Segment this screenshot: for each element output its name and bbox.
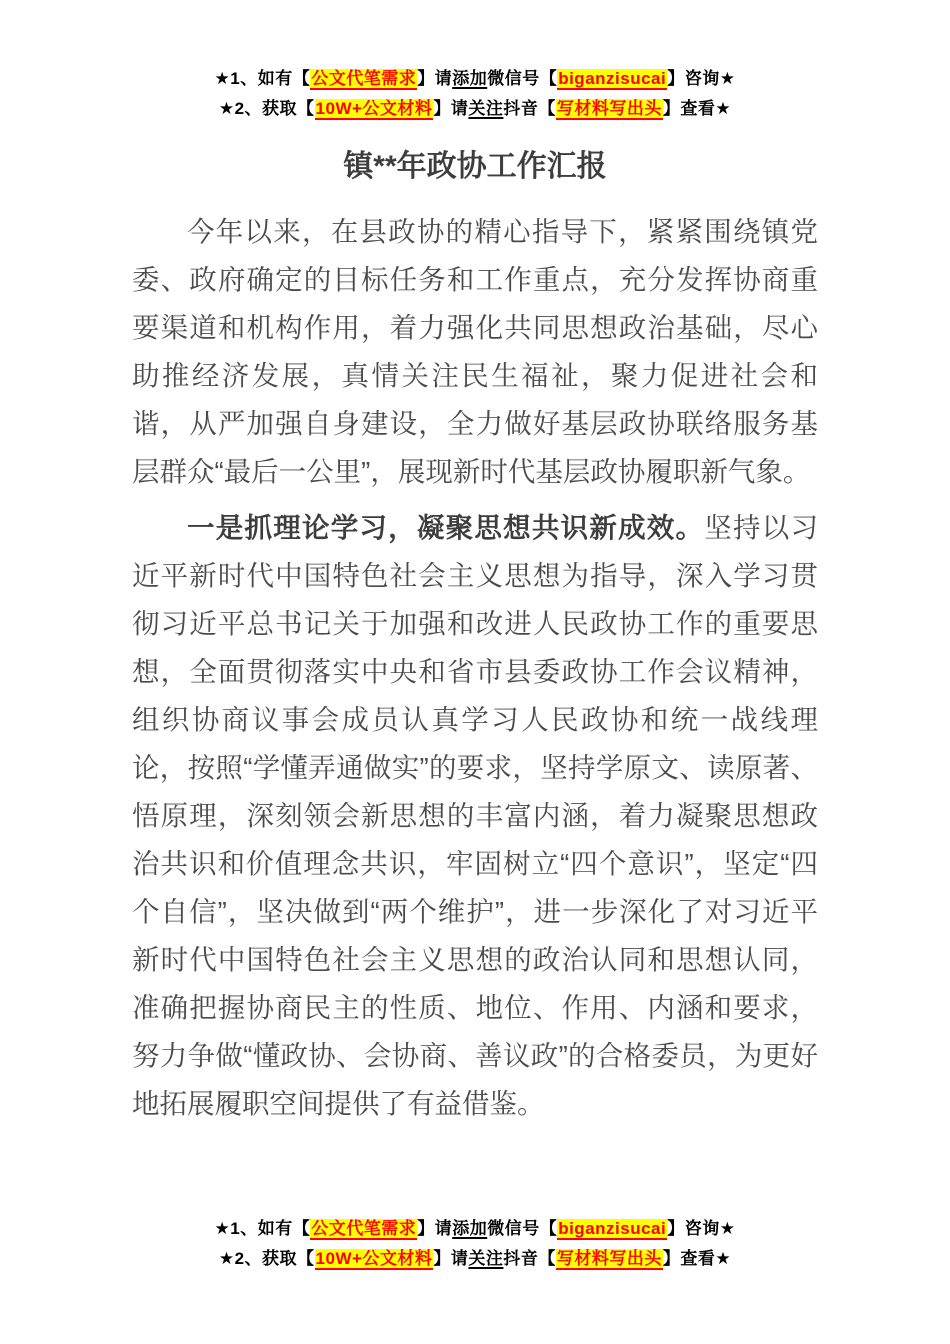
promo-text: 】请 xyxy=(417,1219,453,1238)
paragraph-text: 今年以来，在县政协的精心指导下，紧紧围绕镇党委、政府确定的目标任务和工作重点，充分发挥协商重要渠道和机构作用，着力强化共同思想政治基础，尽心助推经济发展，真情关注民生福祉，聚力促进社会和谐，从严加强自身建设，全力做好基层政协联络服务基层群众“最后一公里”，展现新时代基层政协履职新气象。 xyxy=(132,216,818,487)
promo-text: 】咨询★ xyxy=(667,69,736,88)
paragraph-bold-lead: 一是抓理论学习，凝聚思想共识新成效。 xyxy=(187,512,705,543)
promo-text: ★1、如有【 xyxy=(214,1219,311,1238)
promo-highlight-service: 公文代笔需求 xyxy=(311,1219,417,1238)
promo-banner-top xyxy=(0,64,950,124)
promo-text: 】请 xyxy=(433,99,469,118)
promo-highlight-materials: 10W+公文材料 xyxy=(315,1249,433,1268)
promo-highlight-materials: 10W+公文材料 xyxy=(315,99,433,118)
promo-text: ★2、获取【 xyxy=(218,1249,315,1268)
promo-highlight-service: 公文代笔需求 xyxy=(311,69,417,88)
promo-underlined-action: 关注 xyxy=(468,99,504,118)
promo-line-1 xyxy=(0,1214,950,1244)
promo-text: ★1、如有【 xyxy=(214,69,311,88)
promo-text: 】请 xyxy=(417,69,453,88)
promo-underlined-action: 添加 xyxy=(452,69,488,88)
promo-underlined-action: 添加 xyxy=(452,1219,488,1238)
promo-highlight-wechat-id: biganzisucai xyxy=(558,1219,667,1238)
promo-text: 】查看★ xyxy=(662,99,732,118)
paragraph-text: 坚持以习近平新时代中国特色社会主义思想为指导，深入学习贯彻习近平总书记关于加强和改进人民政协工作的重要思想，全面贯彻落实中央和省市县委政协工作会议精神，组织协商议事会成员认真学习人民政协和统一战线理论，按照“学懂弄通做实”的要求，坚持学原文、读原著、悟原理，深刻领会新思想的丰富内涵，着力凝聚思想政治共识和价值理念共识，牢固树立“四个意识”，坚定“四个自信”，坚决做到“两个维护”，进一步深化了对习近平新时代中国特色社会主义思想的政治认同和思想认同，准确把握协商民主的性质、地位、作用、内涵和要求，努力争做“懂政协、会协商、善议政”的合格委员，为更好地拓展履职空间提供了有益借鉴。 xyxy=(132,512,819,1119)
document-body xyxy=(132,208,818,1136)
promo-underlined-action: 关注 xyxy=(468,1249,504,1268)
promo-line-2 xyxy=(0,1244,950,1274)
document-title: 镇**年政协工作汇报 xyxy=(343,150,607,183)
promo-text: ★2、获取【 xyxy=(218,99,315,118)
promo-banner-bottom xyxy=(0,1214,950,1274)
promo-line-1 xyxy=(0,64,950,94)
promo-text: 】咨询★ xyxy=(667,1219,736,1238)
promo-text: 】查看★ xyxy=(662,1249,732,1268)
promo-text: 微信号【 xyxy=(487,69,558,88)
promo-highlight-douyin-id: 写材料写出头 xyxy=(556,1249,662,1268)
promo-text: 抖音【 xyxy=(503,1249,556,1268)
paragraph-section-1 xyxy=(132,504,818,1128)
promo-line-2 xyxy=(0,94,950,124)
promo-highlight-wechat-id: biganzisucai xyxy=(558,69,667,88)
promo-text: 抖音【 xyxy=(503,99,556,118)
paragraph-intro xyxy=(132,208,818,496)
promo-text: 】请 xyxy=(433,1249,469,1268)
promo-highlight-douyin-id: 写材料写出头 xyxy=(556,99,662,118)
promo-text: 微信号【 xyxy=(487,1219,558,1238)
